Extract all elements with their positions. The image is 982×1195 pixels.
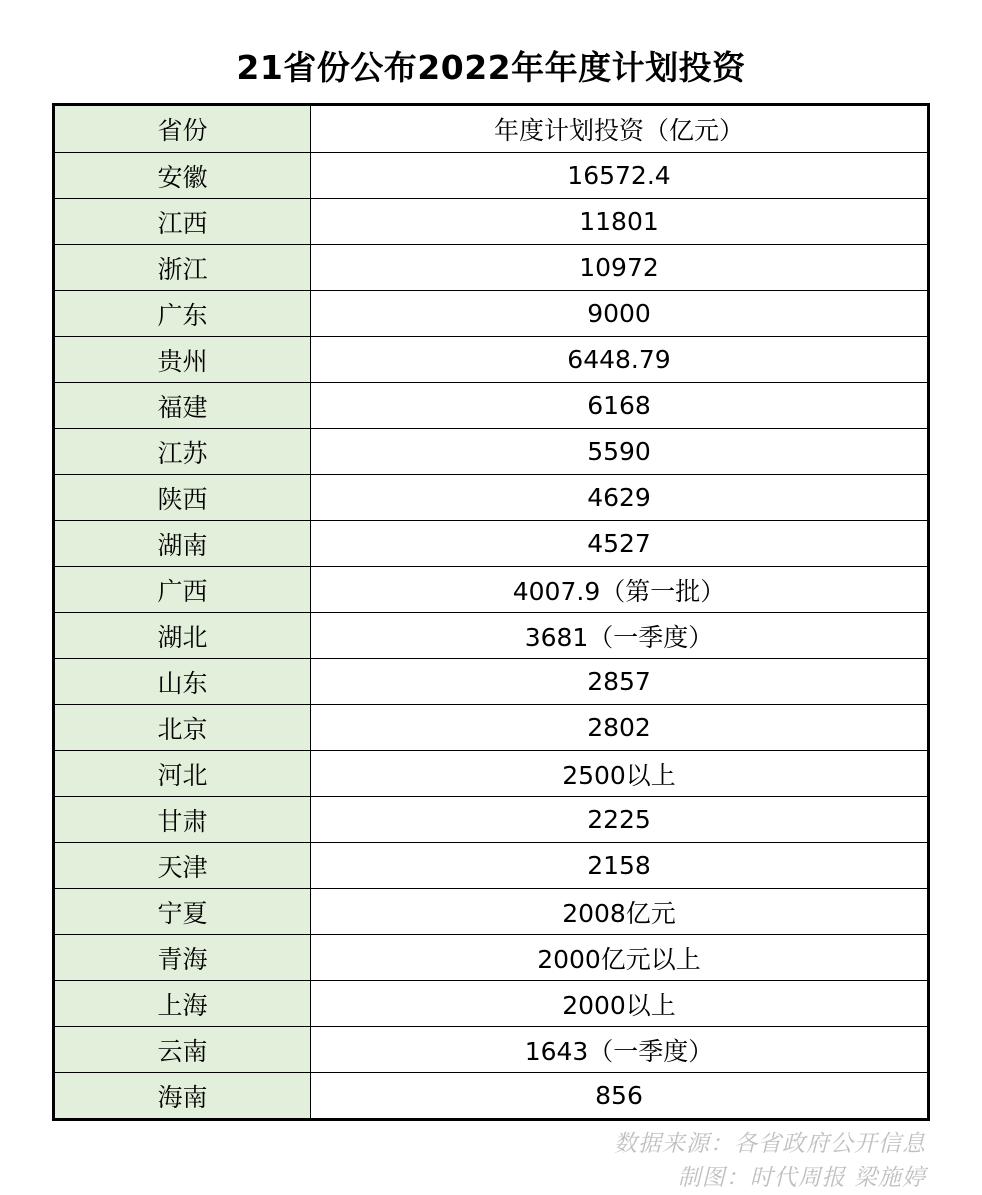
cell-province: 天津 (54, 843, 311, 889)
cell-value: 6168 (311, 383, 929, 429)
table-body (54, 105, 929, 1120)
table-header-row (54, 105, 929, 153)
investment-table (52, 103, 930, 1121)
cell-value: 3681（一季度） (311, 613, 929, 659)
cell-value: 4007.9（第一批） (311, 567, 929, 613)
table-row (54, 1073, 929, 1120)
table-row (54, 429, 929, 475)
cell-province: 海南 (54, 1073, 311, 1120)
cell-province: 安徽 (54, 153, 311, 199)
cell-value: 2008亿元 (311, 889, 929, 935)
table-row (54, 843, 929, 889)
table-row (54, 935, 929, 981)
chart-credit-line: 制图：时代周报 梁施婷 (677, 1165, 926, 1191)
cell-province: 广西 (54, 567, 311, 613)
cell-value: 10972 (311, 245, 929, 291)
cell-province: 上海 (54, 981, 311, 1027)
table-row (54, 521, 929, 567)
cell-value: 6448.79 (311, 337, 929, 383)
data-source-line: 数据来源：各省政府公开信息 (614, 1131, 926, 1157)
table-row (54, 567, 929, 613)
table-row (54, 797, 929, 843)
cell-province: 广东 (54, 291, 311, 337)
table-row (54, 245, 929, 291)
table-row (54, 199, 929, 245)
cell-province: 北京 (54, 705, 311, 751)
cell-province: 福建 (54, 383, 311, 429)
cell-province: 青海 (54, 935, 311, 981)
cell-value: 2857 (311, 659, 929, 705)
cell-value: 5590 (311, 429, 929, 475)
cell-province: 宁夏 (54, 889, 311, 935)
cell-value: 2158 (311, 843, 929, 889)
table-row (54, 1027, 929, 1073)
table-row (54, 751, 929, 797)
cell-value: 16572.4 (311, 153, 929, 199)
cell-province: 山东 (54, 659, 311, 705)
cell-value: 4629 (311, 475, 929, 521)
footer-credits (0, 1127, 982, 1195)
cell-province: 河北 (54, 751, 311, 797)
table-row (54, 981, 929, 1027)
column-header-value: 年度计划投资（亿元） (311, 105, 929, 153)
cell-province: 湖南 (54, 521, 311, 567)
cell-value: 856 (311, 1073, 929, 1120)
cell-province: 甘肃 (54, 797, 311, 843)
table-row (54, 383, 929, 429)
table-row (54, 291, 929, 337)
cell-value: 1643（一季度） (311, 1027, 929, 1073)
column-header-province: 省份 (54, 105, 311, 153)
table-row (54, 337, 929, 383)
table-row (54, 705, 929, 751)
cell-province: 江西 (54, 199, 311, 245)
cell-province: 浙江 (54, 245, 311, 291)
cell-value: 2225 (311, 797, 929, 843)
cell-value: 2802 (311, 705, 929, 751)
table-row (54, 475, 929, 521)
cell-value: 4527 (311, 521, 929, 567)
table-row (54, 889, 929, 935)
table-row (54, 659, 929, 705)
cell-province: 江苏 (54, 429, 311, 475)
table-row (54, 153, 929, 199)
cell-province: 陕西 (54, 475, 311, 521)
cell-value: 2000以上 (311, 981, 929, 1027)
table-container (52, 103, 930, 1121)
cell-province: 云南 (54, 1027, 311, 1073)
cell-value: 11801 (311, 199, 929, 245)
page-title: 21省份公布2022年年度计划投资 (236, 48, 746, 87)
cell-province: 贵州 (54, 337, 311, 383)
cell-value: 2500以上 (311, 751, 929, 797)
cell-province: 湖北 (54, 613, 311, 659)
cell-value: 9000 (311, 291, 929, 337)
table-row (54, 613, 929, 659)
cell-value: 2000亿元以上 (311, 935, 929, 981)
